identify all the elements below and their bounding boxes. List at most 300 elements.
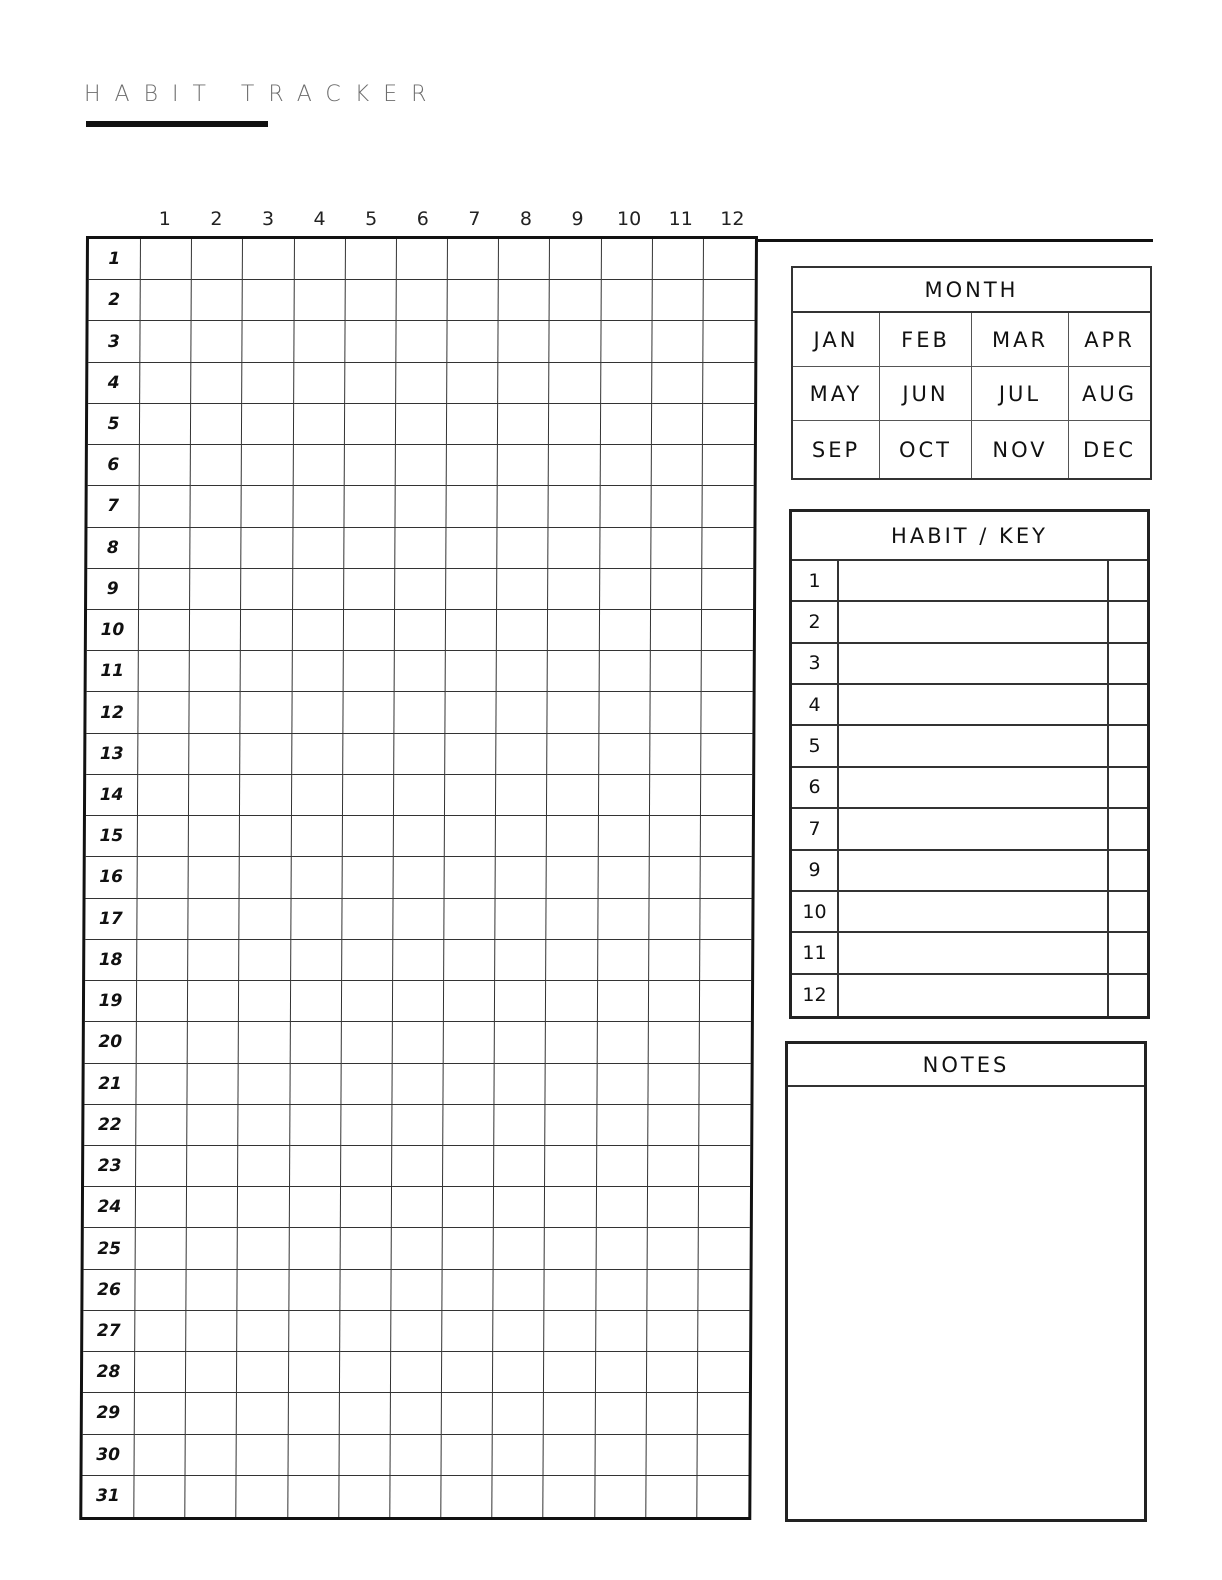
- habit-check-cell[interactable]: [651, 569, 702, 610]
- habit-check-cell[interactable]: [341, 1064, 392, 1105]
- habit-key-symbol-field[interactable]: [1109, 809, 1147, 850]
- habit-check-cell[interactable]: [240, 816, 291, 857]
- habit-check-cell[interactable]: [241, 734, 292, 775]
- habit-check-cell[interactable]: [701, 692, 752, 733]
- habit-check-cell[interactable]: [243, 280, 294, 321]
- habit-check-cell[interactable]: [595, 1352, 646, 1393]
- habit-check-cell[interactable]: [703, 404, 754, 445]
- habit-check-cell[interactable]: [344, 528, 395, 569]
- habit-check-cell[interactable]: [597, 1064, 648, 1105]
- habit-check-cell[interactable]: [703, 321, 754, 362]
- habit-check-cell[interactable]: [647, 1311, 698, 1352]
- habit-check-cell[interactable]: [291, 899, 342, 940]
- habit-check-cell[interactable]: [651, 528, 702, 569]
- habit-check-cell[interactable]: [293, 486, 344, 527]
- habit-check-cell[interactable]: [598, 816, 649, 857]
- habit-check-cell[interactable]: [494, 1228, 545, 1269]
- habit-name-field[interactable]: [839, 933, 1109, 974]
- habit-check-cell[interactable]: [192, 280, 243, 321]
- habit-check-cell[interactable]: [240, 857, 291, 898]
- habit-check-cell[interactable]: [442, 1311, 493, 1352]
- habit-name-field[interactable]: [839, 602, 1109, 643]
- habit-check-cell[interactable]: [191, 486, 242, 527]
- habit-check-cell[interactable]: [444, 1022, 495, 1063]
- habit-check-cell[interactable]: [341, 1022, 392, 1063]
- habit-check-cell[interactable]: [136, 1064, 187, 1105]
- habit-check-cell[interactable]: [340, 1311, 391, 1352]
- habit-name-field[interactable]: [839, 892, 1109, 933]
- habit-check-cell[interactable]: [546, 940, 597, 981]
- habit-check-cell[interactable]: [698, 1228, 749, 1269]
- habit-check-cell[interactable]: [548, 734, 599, 775]
- month-option[interactable]: MAY: [793, 367, 880, 421]
- habit-check-cell[interactable]: [698, 1352, 749, 1393]
- habit-check-cell[interactable]: [191, 363, 242, 404]
- habit-check-cell[interactable]: [550, 239, 601, 280]
- habit-check-cell[interactable]: [238, 1146, 289, 1187]
- habit-check-cell[interactable]: [342, 899, 393, 940]
- habit-check-cell[interactable]: [700, 981, 751, 1022]
- habit-check-cell[interactable]: [549, 486, 600, 527]
- habit-check-cell[interactable]: [343, 610, 394, 651]
- habit-check-cell[interactable]: [242, 363, 293, 404]
- habit-check-cell[interactable]: [649, 940, 700, 981]
- habit-check-cell[interactable]: [495, 1022, 546, 1063]
- habit-check-cell[interactable]: [647, 1352, 698, 1393]
- habit-check-cell[interactable]: [392, 1146, 443, 1187]
- habit-name-field[interactable]: [839, 975, 1109, 1016]
- habit-check-cell[interactable]: [652, 239, 703, 280]
- habit-check-cell[interactable]: [138, 734, 189, 775]
- habit-check-cell[interactable]: [141, 239, 192, 280]
- habit-check-cell[interactable]: [548, 569, 599, 610]
- habit-check-cell[interactable]: [290, 1064, 341, 1105]
- habit-check-cell[interactable]: [545, 1270, 596, 1311]
- habit-check-cell[interactable]: [495, 899, 546, 940]
- habit-check-cell[interactable]: [392, 1022, 443, 1063]
- habit-check-cell[interactable]: [242, 404, 293, 445]
- habit-check-cell[interactable]: [498, 445, 549, 486]
- habit-check-cell[interactable]: [600, 569, 651, 610]
- habit-check-cell[interactable]: [290, 981, 341, 1022]
- habit-check-cell[interactable]: [702, 569, 753, 610]
- habit-check-cell[interactable]: [599, 651, 650, 692]
- habit-check-cell[interactable]: [447, 363, 498, 404]
- habit-check-cell[interactable]: [190, 692, 241, 733]
- habit-check-cell[interactable]: [700, 899, 751, 940]
- habit-check-cell[interactable]: [498, 404, 549, 445]
- habit-check-cell[interactable]: [599, 734, 650, 775]
- habit-check-cell[interactable]: [342, 816, 393, 857]
- habit-check-cell[interactable]: [650, 610, 701, 651]
- habit-check-cell[interactable]: [701, 775, 752, 816]
- habit-check-cell[interactable]: [443, 1187, 494, 1228]
- habit-check-cell[interactable]: [650, 734, 701, 775]
- habit-check-cell[interactable]: [597, 1146, 648, 1187]
- habit-check-cell[interactable]: [396, 445, 447, 486]
- habit-check-cell[interactable]: [393, 981, 444, 1022]
- habit-check-cell[interactable]: [140, 404, 191, 445]
- habit-check-cell[interactable]: [444, 899, 495, 940]
- habit-check-cell[interactable]: [496, 734, 547, 775]
- habit-check-cell[interactable]: [496, 816, 547, 857]
- habit-check-cell[interactable]: [547, 775, 598, 816]
- habit-check-cell[interactable]: [139, 528, 190, 569]
- habit-check-cell[interactable]: [702, 610, 753, 651]
- month-option[interactable]: NOV: [972, 421, 1069, 478]
- habit-check-cell[interactable]: [601, 280, 652, 321]
- habit-check-cell[interactable]: [446, 610, 497, 651]
- habit-check-cell[interactable]: [190, 610, 241, 651]
- habit-check-cell[interactable]: [239, 1064, 290, 1105]
- habit-check-cell[interactable]: [448, 239, 499, 280]
- habit-check-cell[interactable]: [290, 1022, 341, 1063]
- habit-name-field[interactable]: [839, 685, 1109, 726]
- habit-check-cell[interactable]: [138, 816, 189, 857]
- habit-check-cell[interactable]: [345, 363, 396, 404]
- habit-check-cell[interactable]: [188, 981, 239, 1022]
- habit-check-cell[interactable]: [697, 1476, 748, 1517]
- habit-check-cell[interactable]: [544, 1476, 595, 1517]
- habit-check-cell[interactable]: [447, 445, 498, 486]
- habit-check-cell[interactable]: [493, 1435, 544, 1476]
- habit-check-cell[interactable]: [344, 486, 395, 527]
- habit-check-cell[interactable]: [294, 280, 345, 321]
- habit-check-cell[interactable]: [240, 775, 291, 816]
- habit-check-cell[interactable]: [494, 1105, 545, 1146]
- habit-check-cell[interactable]: [493, 1352, 544, 1393]
- habit-check-cell[interactable]: [343, 775, 394, 816]
- habit-check-cell[interactable]: [650, 651, 701, 692]
- habit-check-cell[interactable]: [544, 1435, 595, 1476]
- habit-check-cell[interactable]: [293, 404, 344, 445]
- habit-check-cell[interactable]: [699, 1064, 750, 1105]
- habit-check-cell[interactable]: [546, 1105, 597, 1146]
- habit-check-cell[interactable]: [445, 734, 496, 775]
- habit-check-cell[interactable]: [291, 775, 342, 816]
- habit-check-cell[interactable]: [391, 1393, 442, 1434]
- habit-check-cell[interactable]: [495, 940, 546, 981]
- habit-check-cell[interactable]: [598, 940, 649, 981]
- habit-check-cell[interactable]: [442, 1393, 493, 1434]
- habit-check-cell[interactable]: [395, 569, 446, 610]
- habit-check-cell[interactable]: [596, 1311, 647, 1352]
- habit-check-cell[interactable]: [547, 899, 598, 940]
- habit-check-cell[interactable]: [237, 1311, 288, 1352]
- month-option[interactable]: FEB: [880, 313, 972, 367]
- habit-check-cell[interactable]: [189, 816, 240, 857]
- habit-check-cell[interactable]: [648, 1146, 699, 1187]
- habit-check-cell[interactable]: [597, 981, 648, 1022]
- habit-check-cell[interactable]: [240, 899, 291, 940]
- habit-check-cell[interactable]: [137, 981, 188, 1022]
- habit-check-cell[interactable]: [294, 363, 345, 404]
- habit-check-cell[interactable]: [652, 321, 703, 362]
- habit-check-cell[interactable]: [549, 445, 600, 486]
- habit-check-cell[interactable]: [544, 1352, 595, 1393]
- habit-check-cell[interactable]: [443, 1105, 494, 1146]
- habit-check-cell[interactable]: [237, 1352, 288, 1393]
- habit-check-cell[interactable]: [396, 321, 447, 362]
- month-option[interactable]: JUL: [972, 367, 1069, 421]
- habit-check-cell[interactable]: [187, 1270, 238, 1311]
- habit-check-cell[interactable]: [243, 239, 294, 280]
- habit-check-cell[interactable]: [703, 363, 754, 404]
- habit-check-cell[interactable]: [186, 1435, 237, 1476]
- habit-check-cell[interactable]: [139, 651, 190, 692]
- habit-check-cell[interactable]: [601, 321, 652, 362]
- habit-check-cell[interactable]: [446, 486, 497, 527]
- habit-check-cell[interactable]: [339, 1476, 390, 1517]
- habit-check-cell[interactable]: [549, 528, 600, 569]
- habit-check-cell[interactable]: [187, 1187, 238, 1228]
- habit-check-cell[interactable]: [340, 1352, 391, 1393]
- habit-check-cell[interactable]: [291, 940, 342, 981]
- habit-check-cell[interactable]: [544, 1311, 595, 1352]
- habit-check-cell[interactable]: [648, 1022, 699, 1063]
- habit-check-cell[interactable]: [140, 363, 191, 404]
- habit-check-cell[interactable]: [650, 775, 701, 816]
- habit-key-symbol-field[interactable]: [1109, 892, 1147, 933]
- habit-check-cell[interactable]: [702, 528, 753, 569]
- habit-check-cell[interactable]: [700, 857, 751, 898]
- habit-check-cell[interactable]: [548, 692, 599, 733]
- habit-check-cell[interactable]: [292, 692, 343, 733]
- habit-check-cell[interactable]: [135, 1393, 186, 1434]
- habit-check-cell[interactable]: [546, 1064, 597, 1105]
- habit-check-cell[interactable]: [598, 857, 649, 898]
- habit-check-cell[interactable]: [342, 857, 393, 898]
- habit-check-cell[interactable]: [600, 404, 651, 445]
- habit-check-cell[interactable]: [289, 1187, 340, 1228]
- habit-check-cell[interactable]: [595, 1476, 646, 1517]
- habit-check-cell[interactable]: [187, 1228, 238, 1269]
- habit-check-cell[interactable]: [242, 528, 293, 569]
- habit-check-cell[interactable]: [598, 775, 649, 816]
- habit-check-cell[interactable]: [140, 445, 191, 486]
- habit-name-field[interactable]: [839, 644, 1109, 685]
- habit-check-cell[interactable]: [498, 486, 549, 527]
- habit-check-cell[interactable]: [443, 1146, 494, 1187]
- habit-check-cell[interactable]: [191, 445, 242, 486]
- habit-key-symbol-field[interactable]: [1109, 768, 1147, 809]
- month-option[interactable]: MAR: [972, 313, 1069, 367]
- habit-check-cell[interactable]: [136, 1105, 187, 1146]
- habit-check-cell[interactable]: [339, 1393, 390, 1434]
- habit-check-cell[interactable]: [445, 816, 496, 857]
- habit-check-cell[interactable]: [137, 899, 188, 940]
- habit-check-cell[interactable]: [188, 1022, 239, 1063]
- habit-check-cell[interactable]: [703, 445, 754, 486]
- habit-check-cell[interactable]: [345, 280, 396, 321]
- habit-key-symbol-field[interactable]: [1109, 726, 1147, 767]
- habit-check-cell[interactable]: [390, 1435, 441, 1476]
- habit-check-cell[interactable]: [649, 899, 700, 940]
- habit-check-cell[interactable]: [699, 1187, 750, 1228]
- habit-check-cell[interactable]: [191, 404, 242, 445]
- habit-check-cell[interactable]: [444, 981, 495, 1022]
- habit-check-cell[interactable]: [699, 1022, 750, 1063]
- month-option[interactable]: AUG: [1069, 367, 1150, 421]
- habit-check-cell[interactable]: [652, 363, 703, 404]
- habit-check-cell[interactable]: [442, 1270, 493, 1311]
- habit-check-cell[interactable]: [391, 1270, 442, 1311]
- habit-check-cell[interactable]: [135, 1270, 186, 1311]
- habit-name-field[interactable]: [839, 768, 1109, 809]
- habit-check-cell[interactable]: [601, 239, 652, 280]
- habit-check-cell[interactable]: [341, 1146, 392, 1187]
- habit-name-field[interactable]: [839, 726, 1109, 767]
- habit-check-cell[interactable]: [649, 816, 700, 857]
- habit-check-cell[interactable]: [596, 1270, 647, 1311]
- habit-check-cell[interactable]: [342, 940, 393, 981]
- habit-check-cell[interactable]: [339, 1435, 390, 1476]
- habit-check-cell[interactable]: [138, 857, 189, 898]
- habit-check-cell[interactable]: [187, 1105, 238, 1146]
- habit-check-cell[interactable]: [648, 1105, 699, 1146]
- habit-check-cell[interactable]: [138, 692, 189, 733]
- month-option[interactable]: APR: [1069, 313, 1150, 367]
- habit-check-cell[interactable]: [237, 1476, 288, 1517]
- habit-check-cell[interactable]: [191, 321, 242, 362]
- habit-check-cell[interactable]: [135, 1435, 186, 1476]
- habit-check-cell[interactable]: [646, 1435, 697, 1476]
- habit-check-cell[interactable]: [341, 1105, 392, 1146]
- habit-check-cell[interactable]: [289, 1311, 340, 1352]
- habit-check-cell[interactable]: [393, 899, 444, 940]
- habit-check-cell[interactable]: [345, 321, 396, 362]
- habit-check-cell[interactable]: [288, 1393, 339, 1434]
- habit-check-cell[interactable]: [494, 1187, 545, 1228]
- habit-check-cell[interactable]: [291, 857, 342, 898]
- habit-check-cell[interactable]: [651, 486, 702, 527]
- habit-check-cell[interactable]: [548, 651, 599, 692]
- habit-check-cell[interactable]: [238, 1187, 289, 1228]
- habit-check-cell[interactable]: [394, 651, 445, 692]
- habit-check-cell[interactable]: [442, 1352, 493, 1393]
- habit-check-cell[interactable]: [697, 1435, 748, 1476]
- habit-check-cell[interactable]: [293, 569, 344, 610]
- habit-check-cell[interactable]: [140, 321, 191, 362]
- habit-check-cell[interactable]: [239, 981, 290, 1022]
- habit-check-cell[interactable]: [290, 1105, 341, 1146]
- habit-check-cell[interactable]: [395, 528, 446, 569]
- habit-check-cell[interactable]: [289, 1270, 340, 1311]
- habit-check-cell[interactable]: [499, 280, 550, 321]
- habit-check-cell[interactable]: [288, 1352, 339, 1393]
- habit-check-cell[interactable]: [292, 651, 343, 692]
- habit-key-symbol-field[interactable]: [1109, 644, 1147, 685]
- habit-check-cell[interactable]: [343, 734, 394, 775]
- habit-check-cell[interactable]: [443, 1064, 494, 1105]
- habit-check-cell[interactable]: [544, 1393, 595, 1434]
- habit-check-cell[interactable]: [601, 363, 652, 404]
- habit-check-cell[interactable]: [290, 1146, 341, 1187]
- habit-check-cell[interactable]: [292, 734, 343, 775]
- habit-check-cell[interactable]: [701, 651, 752, 692]
- habit-check-cell[interactable]: [650, 692, 701, 733]
- habit-check-cell[interactable]: [394, 816, 445, 857]
- habit-check-cell[interactable]: [343, 692, 394, 733]
- habit-check-cell[interactable]: [448, 280, 499, 321]
- habit-check-cell[interactable]: [188, 1064, 239, 1105]
- habit-check-cell[interactable]: [701, 816, 752, 857]
- habit-key-symbol-field[interactable]: [1109, 975, 1147, 1016]
- habit-check-cell[interactable]: [391, 1311, 442, 1352]
- habit-check-cell[interactable]: [291, 816, 342, 857]
- habit-check-cell[interactable]: [493, 1393, 544, 1434]
- habit-check-cell[interactable]: [646, 1393, 697, 1434]
- habit-check-cell[interactable]: [396, 363, 447, 404]
- habit-check-cell[interactable]: [238, 1270, 289, 1311]
- habit-check-cell[interactable]: [546, 981, 597, 1022]
- habit-check-cell[interactable]: [139, 486, 190, 527]
- habit-check-cell[interactable]: [186, 1352, 237, 1393]
- habit-key-symbol-field[interactable]: [1109, 602, 1147, 643]
- habit-check-cell[interactable]: [392, 1187, 443, 1228]
- habit-check-cell[interactable]: [596, 1228, 647, 1269]
- habit-check-cell[interactable]: [598, 899, 649, 940]
- habit-key-symbol-field[interactable]: [1109, 561, 1147, 602]
- habit-check-cell[interactable]: [700, 940, 751, 981]
- habit-check-cell[interactable]: [494, 1146, 545, 1187]
- habit-check-cell[interactable]: [241, 692, 292, 733]
- habit-check-cell[interactable]: [499, 239, 550, 280]
- habit-name-field[interactable]: [839, 561, 1109, 602]
- habit-check-cell[interactable]: [497, 569, 548, 610]
- habit-check-cell[interactable]: [546, 1022, 597, 1063]
- habit-check-cell[interactable]: [442, 1435, 493, 1476]
- habit-check-cell[interactable]: [597, 1105, 648, 1146]
- habit-check-cell[interactable]: [294, 239, 345, 280]
- habit-check-cell[interactable]: [394, 692, 445, 733]
- habit-check-cell[interactable]: [185, 1476, 236, 1517]
- habit-check-cell[interactable]: [699, 1146, 750, 1187]
- habit-check-cell[interactable]: [190, 569, 241, 610]
- habit-check-cell[interactable]: [647, 1228, 698, 1269]
- habit-key-symbol-field[interactable]: [1109, 933, 1147, 974]
- habit-check-cell[interactable]: [446, 528, 497, 569]
- habit-check-cell[interactable]: [494, 1270, 545, 1311]
- habit-check-cell[interactable]: [134, 1476, 185, 1517]
- habit-check-cell[interactable]: [243, 321, 294, 362]
- habit-check-cell[interactable]: [186, 1393, 237, 1434]
- habit-check-cell[interactable]: [344, 569, 395, 610]
- habit-check-cell[interactable]: [497, 692, 548, 733]
- habit-check-cell[interactable]: [293, 445, 344, 486]
- habit-check-cell[interactable]: [239, 1022, 290, 1063]
- habit-check-cell[interactable]: [141, 280, 192, 321]
- habit-check-cell[interactable]: [396, 404, 447, 445]
- habit-check-cell[interactable]: [549, 404, 600, 445]
- habit-name-field[interactable]: [839, 851, 1109, 892]
- habit-check-cell[interactable]: [444, 940, 495, 981]
- habit-check-cell[interactable]: [595, 1435, 646, 1476]
- habit-key-symbol-field[interactable]: [1109, 685, 1147, 726]
- habit-check-cell[interactable]: [188, 940, 239, 981]
- month-option[interactable]: OCT: [880, 421, 972, 478]
- habit-check-cell[interactable]: [289, 1228, 340, 1269]
- habit-check-cell[interactable]: [293, 528, 344, 569]
- habit-check-cell[interactable]: [698, 1311, 749, 1352]
- habit-check-cell[interactable]: [547, 857, 598, 898]
- habit-check-cell[interactable]: [135, 1352, 186, 1393]
- habit-name-field[interactable]: [839, 809, 1109, 850]
- habit-check-cell[interactable]: [498, 321, 549, 362]
- habit-check-cell[interactable]: [288, 1435, 339, 1476]
- habit-check-cell[interactable]: [595, 1393, 646, 1434]
- habit-check-cell[interactable]: [600, 445, 651, 486]
